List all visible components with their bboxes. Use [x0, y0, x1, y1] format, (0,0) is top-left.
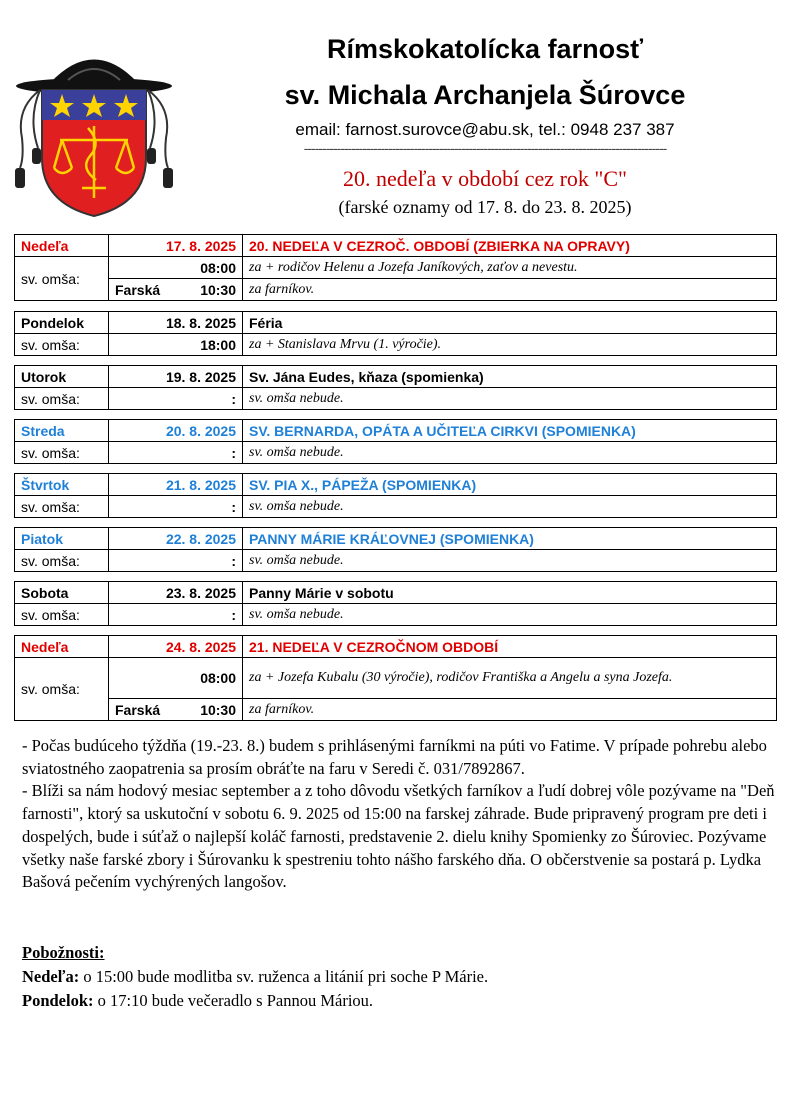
mass-label: sv. omša: — [15, 334, 109, 356]
day-name: Nedeľa — [15, 636, 109, 658]
devotions-section — [22, 941, 782, 1013]
day-date: 23. 8. 2025 — [109, 582, 243, 604]
devotion-label: Nedeľa: — [22, 967, 80, 986]
day-date: 18. 8. 2025 — [109, 312, 243, 334]
mass-label: sv. omša: — [15, 604, 109, 626]
day-name: Streda — [15, 420, 109, 442]
mass-intention: sv. omša nebude. — [243, 604, 777, 626]
day-title: SV. BERNARDA, OPÁTA A UČITEĽA CIRKVI (SPOMIENKA) — [243, 420, 777, 442]
contact-line: email: farnost.surovce@abu.sk, tel.: 0948 237 387 — [295, 120, 675, 139]
devotion-item — [22, 989, 782, 1013]
day-table — [14, 311, 777, 356]
mass-intention: za + rodičov Helenu a Jozefa Janíkových, zaťov a nevestu. — [243, 257, 777, 279]
announcement-paragraph: - Počas budúceho týždňa (19.-23. 8.) budem s prihlásenými farníkmi na púti vo Fatime. V prípade pohrebu alebo sviatostného zaopatrenia sa prosím obráťte na faru v Seredi č. 031/7892867. — [22, 736, 767, 778]
mass-time: 18:00 — [109, 334, 243, 356]
mass-label: sv. omša: — [15, 388, 109, 410]
mass-label: sv. omša: — [15, 257, 109, 301]
devotion-label: Pondelok: — [22, 991, 94, 1010]
mass-time: : — [109, 496, 243, 518]
mass-intention: sv. omša nebude. — [243, 388, 777, 410]
mass-time — [109, 279, 243, 301]
mass-intention: za + Stanislava Mrvu (1. výročie). — [243, 334, 777, 356]
mass-time: : — [109, 442, 243, 464]
mass-time — [109, 699, 243, 721]
day-date: 17. 8. 2025 — [109, 235, 243, 257]
mass-place: Farská — [115, 701, 161, 718]
day-title: PANNY MÁRIE KRÁĽOVNEJ (SPOMIENKA) — [243, 528, 777, 550]
devotion-text: o 17:10 bude večeradlo s Pannou Máriou. — [93, 991, 374, 1010]
devotion-text: o 15:00 bude modlitba sv. ruženca a litánií pri soche P Márie. — [79, 967, 489, 986]
day-table — [14, 635, 777, 721]
mass-intention: za farníkov. — [243, 279, 777, 301]
day-date: 21. 8. 2025 — [109, 474, 243, 496]
announcement-paragraph: - Blíži sa nám hodový mesiac september a z toho dôvodu všetkých farníkov a ľudí dobrej vôle pozývame na "Deň farnosti", ktorý sa uskutoční v sobotu 6. 9. 2025 od 15:00 na farskej záhrade. Bude pripravený program pre deti i dospelých, bude i súťaž o najlepší koláč farnosti, predstavenie 2. dielu knihy Spomienky zo Šúroviec. Pozývame všetky naše farské zbory i Šúrovanku k spestreniu tohto nášho farského dňa. O občerstvenie sa postará p. Lydka Bašová pečením vychýrených langošov. — [22, 781, 775, 892]
day-name: Štvrtok — [15, 474, 109, 496]
mass-time: : — [109, 388, 243, 410]
day-date: 19. 8. 2025 — [109, 366, 243, 388]
mass-intention: za farníkov. — [243, 699, 777, 721]
mass-intention: sv. omša nebude. — [243, 550, 777, 572]
day-title: 21. NEDEĽA V CEZROČNOM OBDOBÍ — [243, 636, 777, 658]
day-name: Utorok — [15, 366, 109, 388]
mass-time-value: 10:30 — [200, 281, 236, 298]
day-table — [14, 527, 777, 572]
day-name: Nedeľa — [15, 235, 109, 257]
devotion-item — [22, 965, 782, 989]
divider: --------------------------------------------------------------------------------------------------- — [303, 140, 667, 156]
day-name: Piatok — [15, 528, 109, 550]
day-table — [14, 419, 777, 464]
day-date: 24. 8. 2025 — [109, 636, 243, 658]
day-name: Pondelok — [15, 312, 109, 334]
parish-title: Rímskokatolícka farnosť — [326, 34, 644, 64]
mass-label: sv. omša: — [15, 550, 109, 572]
mass-time — [109, 257, 243, 279]
shield-icon — [42, 90, 146, 216]
mass-label: sv. omša: — [15, 496, 109, 518]
day-title: Sv. Jána Eudes, kňaza (spomienka) — [243, 366, 777, 388]
day-title: Féria — [243, 312, 777, 334]
parish-crest-logo — [10, 28, 178, 218]
mass-place: Farská — [115, 281, 161, 298]
day-title: SV. PIA X., PÁPEŽA (SPOMIENKA) — [243, 474, 777, 496]
day-date: 22. 8. 2025 — [109, 528, 243, 550]
mass-intention: sv. omša nebude. — [243, 496, 777, 518]
day-table — [14, 234, 777, 301]
mass-time-value: 08:00 — [200, 259, 236, 276]
mass-label: sv. omša: — [15, 442, 109, 464]
parish-subtitle: sv. Michala Archanjela Šúrovce — [284, 80, 686, 110]
mass-time-value: 08:00 — [200, 670, 236, 686]
mass-intention: sv. omša nebude. — [243, 442, 777, 464]
day-title: Panny Márie v sobotu — [243, 582, 777, 604]
day-table — [14, 365, 777, 410]
day-table — [14, 581, 777, 626]
mass-intention: za + Jozefa Kubalu (30 výročie), rodičov Františka a Angelu a syna Jozefa. — [243, 658, 777, 699]
announcements — [22, 735, 787, 894]
mass-time: : — [109, 550, 243, 572]
mass-time-value: 10:30 — [200, 701, 236, 718]
mass-label: sv. omša: — [15, 658, 109, 721]
day-title: 20. NEDEĽA V CEZROČ. OBDOBÍ (ZBIERKA NA OPRAVY) — [243, 235, 777, 257]
mass-time — [109, 658, 243, 699]
day-date: 20. 8. 2025 — [109, 420, 243, 442]
day-table — [14, 473, 777, 518]
devotions-heading: Pobožnosti: — [22, 943, 105, 962]
date-range: (farské oznamy od 17. 8. do 23. 8. 2025) — [338, 197, 632, 217]
sunday-title: 20. nedeľa v období cez rok "C" — [342, 166, 628, 191]
mass-time: : — [109, 604, 243, 626]
day-name: Sobota — [15, 582, 109, 604]
